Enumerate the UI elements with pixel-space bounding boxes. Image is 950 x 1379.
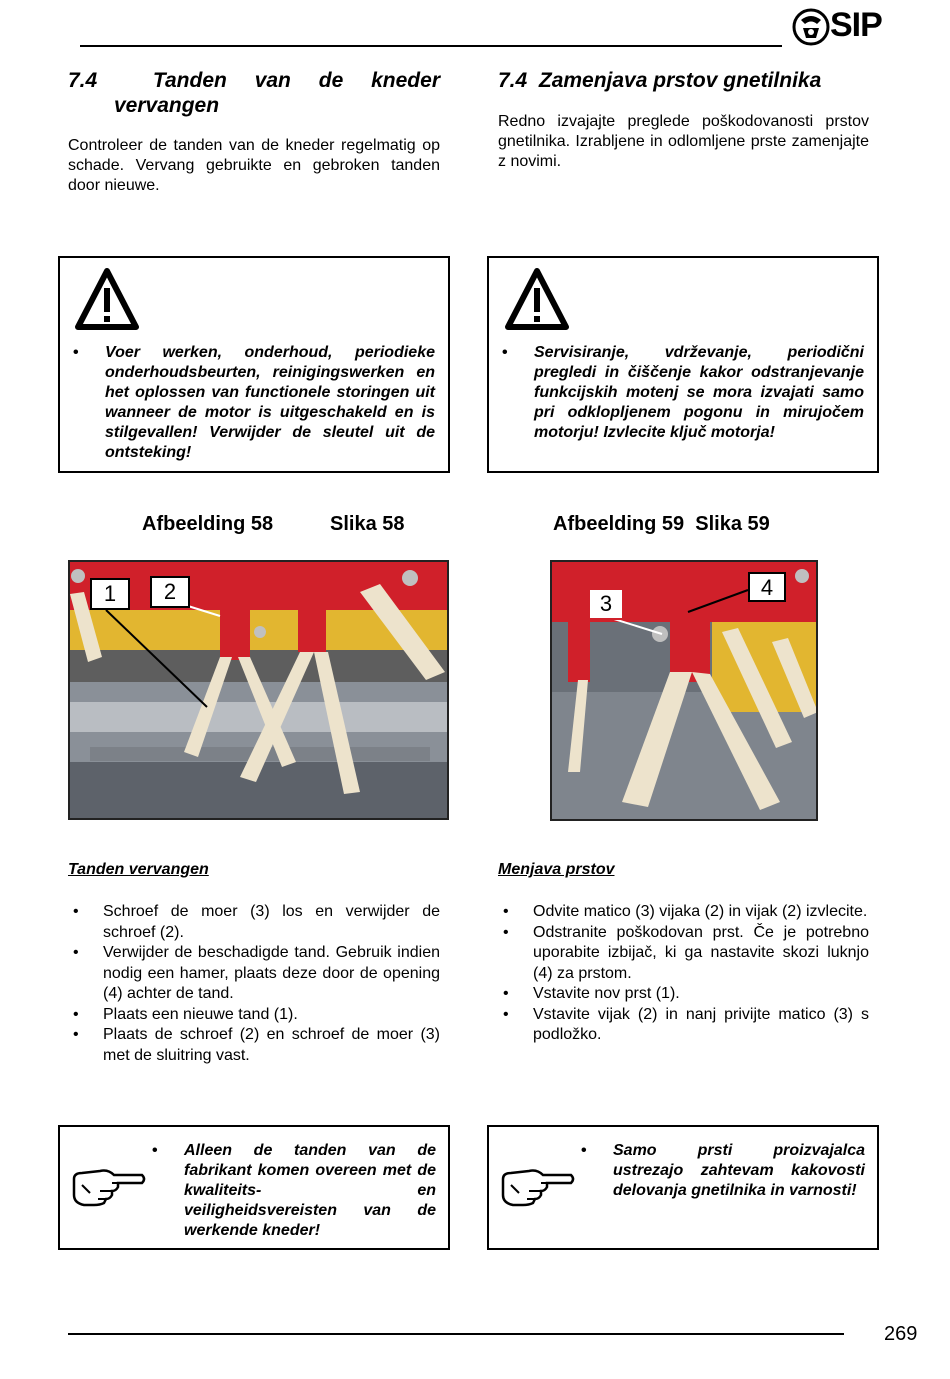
photo-label-1: 1 <box>90 578 130 610</box>
right-warning-box <box>487 256 879 473</box>
left-steps-list <box>68 902 440 1066</box>
right-intro-text: Redno izvajajte preglede poškodovanosti prstov gnetilnika. Izrabljene in odlomljene prste zamenjajte z novimi. <box>498 113 869 170</box>
warning-triangle-icon <box>505 268 569 330</box>
warning-triangle-icon <box>75 268 139 330</box>
left-warning-box <box>58 256 450 473</box>
photo-label-4: 4 <box>748 572 786 602</box>
right-warning-text: • Servisiranje, vdrževanje, periodični pregledi in čiščenje kakor odstranjevanje funkcijskih motenj se mora izvajati samo pri odklopljenem pogonu in mirujočem motorju! Izvlecite ključ motorja! <box>502 344 864 441</box>
right-section-title: 7.4 Zamenjava prstov gnetilnika <box>498 69 822 92</box>
left-note-box <box>58 1125 450 1250</box>
photo-label-2: 2 <box>150 576 190 608</box>
left-intro-text: Controleer de tanden van de kneder regelmatig op schade. Vervang gebruikte en gebroken tanden door nieuwe. <box>68 137 440 194</box>
pointing-hand-icon <box>499 1165 575 1209</box>
brand-name: SIP <box>830 6 882 44</box>
pointing-hand-icon <box>70 1165 146 1209</box>
list-item: • Odstranite poškodovan prst. Če je potrebno uporabite izbijač, ki ga nastavite skozi luknjo (4) za prstom. <box>498 923 869 985</box>
figure-58-photo <box>68 560 449 820</box>
left-note-text: • Alleen de tanden van de fabrikant komen overeen met de kwaliteits- en veiligheidsvereisten van de werkende kneder! <box>152 1142 436 1239</box>
left-figure-caption-a: Afbeelding 58 <box>142 513 274 535</box>
list-item: • Odvite matico (3) vijaka (2) in vijak (2) izvlecite. <box>498 902 869 923</box>
list-item: • Vstavite nov prst (1). <box>498 984 869 1005</box>
right-steps-list <box>498 902 869 1046</box>
header-rule <box>80 45 782 47</box>
right-note-text: • Samo prsti proizvajalca ustrezajo zahtevam kakovosti delovanja gnetilnika in varnosti! <box>581 1142 865 1199</box>
figure-59-photo <box>550 560 818 821</box>
left-section-title: 7.4 Tanden van de kneder vervangen <box>68 69 440 117</box>
list-item: • Schroef de moer (3) los en verwijder de schroef (2). <box>68 902 440 943</box>
left-warning-text: • Voer werken, onderhoud, periodieke onderhoudsbeurten, reinigingswerken en het oplossen van functionele storingen uit wanneer de motor is uitgeschakeld en is stilgevallen! Verwijder de sleutel uit de ontsteking! <box>73 344 435 461</box>
right-figure-caption: Afbeelding 59 Slika 59 <box>553 513 770 535</box>
right-subheading: Menjava prstov <box>498 861 615 878</box>
right-note-box <box>487 1125 879 1250</box>
left-subheading: Tanden vervangen <box>68 861 209 878</box>
list-item: • Vstavite vijak (2) in nanj privijte matico (3) s podložko. <box>498 1005 869 1046</box>
left-figure-caption-b: Slika 58 <box>330 513 405 535</box>
list-item: • Verwijder de beschadigde tand. Gebruik indien nodig een hamer, plaats deze door de opening (4) achter de tand. <box>68 943 440 1005</box>
page-number: 269 <box>884 1323 918 1345</box>
footer-rule <box>68 1333 844 1335</box>
list-item: • Plaats de schroef (2) en schroef de moer (3) met de sluitring vast. <box>68 1025 440 1066</box>
photo-label-3: 3 <box>588 588 624 620</box>
list-item: • Plaats een nieuwe tand (1). <box>68 1005 440 1026</box>
